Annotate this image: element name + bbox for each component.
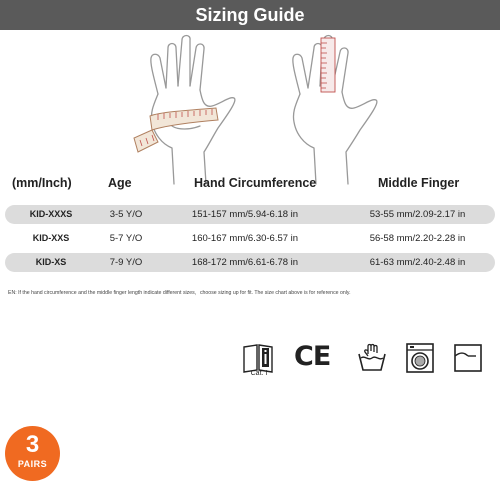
middle-cell: 56-58 mm/2.20-2.28 in: [369, 233, 466, 244]
washing-machine-icon: [404, 340, 436, 376]
page-title: Sizing Guide: [195, 5, 305, 25]
pairs-label: PAIRS: [17, 459, 48, 469]
measuring-tape-icon: [134, 108, 218, 152]
age-cell: 7-9 Y/O: [109, 257, 143, 268]
hand-cell: 168-172 mm/6.61-6.78 in: [191, 257, 299, 268]
middle-cell: 61-63 mm/2.40-2.48 in: [369, 257, 466, 268]
hand-illustrations: [120, 34, 380, 194]
middle-cell: 53-55 mm/2.09-2.17 in: [369, 209, 466, 220]
table-row: [5, 253, 495, 272]
sizing-note: EN: If the hand circumference and the middle finger length indicate different sizes，choose sizing up for fit. The size chart above is for reference only.: [8, 290, 351, 296]
pairs-count: 3: [25, 431, 40, 458]
age-cell: 5-7 Y/O: [109, 233, 143, 244]
size-cell: KID-XS: [35, 257, 67, 267]
size-cell: KID-XXS: [32, 233, 70, 243]
hand-wash-icon: [356, 340, 388, 376]
table-row: [5, 205, 495, 224]
finger-ruler-icon: [321, 38, 335, 92]
col-header-size: (mm/Inch): [12, 176, 72, 190]
hand-cell: 160-167 mm/6.30-6.57 in: [191, 233, 299, 244]
category-label: Cat. I: [250, 370, 268, 377]
col-header-middle: Middle Finger: [378, 176, 460, 190]
pairs-badge: [5, 426, 60, 481]
header-bar: [0, 0, 500, 30]
col-header-hand: Hand Circumference: [194, 176, 317, 190]
ce-mark-icon: CE: [294, 341, 331, 372]
col-header-age: Age: [108, 176, 132, 190]
size-cell: KID-XXXS: [29, 209, 73, 219]
hand-cell: 151-157 mm/5.94-6.18 in: [191, 209, 299, 220]
tumble-dry-icon: [452, 340, 484, 376]
table-row: [5, 229, 495, 248]
age-cell: 3-5 Y/O: [109, 209, 143, 220]
